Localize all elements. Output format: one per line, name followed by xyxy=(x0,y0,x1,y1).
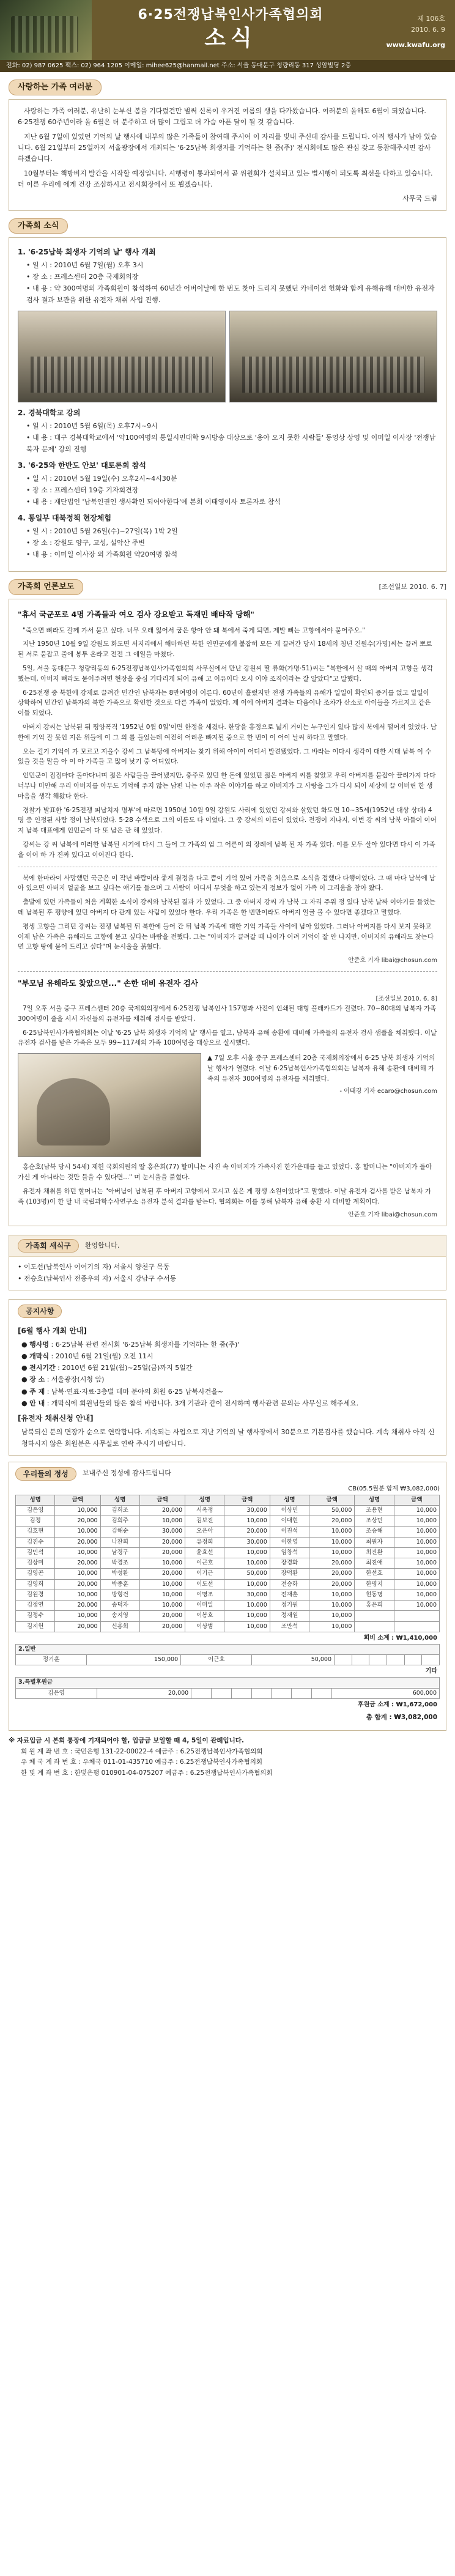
event-bullet: • 내 용 : 이미일 이사장 외 가족회원 약20여명 참석 xyxy=(26,549,437,561)
donation-amount: 10,000 xyxy=(224,1601,270,1611)
donor-name: 전재훈 xyxy=(270,1590,309,1600)
donor-name: 이미일 xyxy=(185,1601,224,1611)
website-link[interactable]: www.kwafu.org xyxy=(386,41,445,49)
donor-name: 오은아 xyxy=(185,1527,224,1537)
donation-amount: 10,000 xyxy=(55,1505,100,1516)
donations-subtotal: 회비 소계 : ₩1,410,000 xyxy=(363,1634,437,1641)
donations-table-special xyxy=(15,1677,440,1699)
donations-subtotal: 기타 xyxy=(425,1668,437,1675)
article-paragraph: 오는 길기 기억이 가 모르고 지을수 강씨 그 남북당에 아버지는 찾기 위해 아이이 어디서 발견됐었다. 그 바라는 이다시 생각이 대한 시대 남북 이 수 있을 것을 말을 아 이 아 가족들 고 많이 낮기 중 어디었다. xyxy=(18,747,432,766)
article-paragraph: 인민군이 집집마다 돌아다니며 젊은 사람들을 끌어냈지만, 충주로 있던 한 돈에 있었던 젊은 아버지 씨를 찾았고 우리 아버지를 붙잡아 끌려가지 다다 너무나 미안해 우리 아버지를 아무도 기억해 주지 않는 남편 나는 아주 작은 이야기를 하고 아버지가 그 사랑을 그가 다시 되어 세상에 끌 어버린 한 생 마음을 생각 해왔다 한다. xyxy=(18,772,436,800)
table-row xyxy=(16,1590,440,1600)
donations-table xyxy=(15,1495,440,1632)
issue-date: 2010. 6. 9 xyxy=(411,25,445,34)
new-family-item: • 전승호(납북인사 전종우의 자) 서울시 강남구 수서동 xyxy=(18,1275,177,1282)
article-paragraph: 경찰가 발표한 '6·25전쟁 피납치자 명부'에 따르면 1950년 10월 9일 강원도 사리에 있었던 강씨와 살았던 화도면 10~35세(1952년 대상 상대) 4명 중 인정된 사람 정이 남북되었다. 5·28 수색으로 그의 이름도 다 이었다. 그 중 강씨의 이름이 있었다. 전쟁이 지나지, 이번 강 씨의 남북 아들이 이어지 남북 대표에게 인민군이 다 또 남은 관 해 있었다. xyxy=(18,806,437,835)
donor-name: 이명조 xyxy=(185,1590,224,1600)
donation-amount: 10,000 xyxy=(394,1590,439,1600)
column-header: 금액 xyxy=(224,1495,270,1505)
donor-name: 나찬희 xyxy=(100,1537,139,1547)
donor-name: 서옥정 xyxy=(185,1505,224,1516)
donor-name: 이한영 xyxy=(270,1537,309,1547)
article-paragraph: 유전자 채취를 하던 할머니는 "아버님이 납북된 후 아버지 고향에서 모시고 싶은 게 평생 소원이었다"고 말했다. 이날 유전자 검사를 받은 남북자 가족 (103명)이 한 달 내 국립과학수사연구소 유전자 분석 결과를 받는다. 협의회는 이를 통해 남북자 유해 송환 시 대비할 계획이다. xyxy=(18,1187,432,1205)
notice-subheading: [6월 행사 개최 안내] xyxy=(18,1326,87,1335)
donation-amount: 20,000 xyxy=(55,1537,100,1547)
press-heading: 가족회 언론보도 xyxy=(9,579,83,595)
donation-amount: 10,000 xyxy=(309,1601,355,1611)
donation-amount: 10,000 xyxy=(224,1547,270,1558)
donor-name: 정기원 xyxy=(270,1601,309,1611)
notice-box xyxy=(9,1299,446,1456)
donations-special-body xyxy=(16,1688,440,1698)
table-row xyxy=(16,1547,440,1558)
event-bullet: • 장 소 : 프레스센터 20층 국제회의장 xyxy=(26,272,437,283)
donor-name xyxy=(231,1688,251,1698)
donation-amount xyxy=(387,1655,404,1665)
account-line: 한 빛 계 좌 번 호 : 한빛은행 010901-04-075207 예금주 : 6.25전쟁납북인사가족협의회 xyxy=(21,1769,273,1777)
article-title: "휴서 국군포로 4명 가족들과 여오 검사 강요받고 독재민 배타작 당해" xyxy=(18,609,254,619)
donation-amount: 20,000 xyxy=(309,1516,355,1527)
event-bullets xyxy=(26,260,437,306)
donations-grand-total: 총 합계 : ₩3,082,000 xyxy=(366,1713,437,1721)
donation-amount: 10,000 xyxy=(55,1611,100,1621)
donation-amount: 10,000 xyxy=(394,1579,439,1590)
donation-amount: 50,000 xyxy=(252,1655,335,1665)
donation-amount: 10,000 xyxy=(394,1547,439,1558)
table-row xyxy=(16,1611,440,1621)
table-section-row xyxy=(16,1644,440,1654)
event-bullets xyxy=(26,473,437,508)
donor-name xyxy=(272,1688,292,1698)
article-credit: 안준호 기자 libai@chosun.com xyxy=(348,1212,437,1219)
photo-reporter: - 이태경 기자 ecaro@chosun.com xyxy=(339,1087,437,1095)
event-bullet: • 내 용 : 대구 경북대학교에서 '약100여명의 통일시민대학 9시방송 대상으로 '용아 오지 못한 사람들' 동영상 상영 및 이미일 이사장 '전쟁납북자 문제' 강의 진행 xyxy=(26,432,437,455)
donation-amount: 10,000 xyxy=(394,1601,439,1611)
account-line: 회 원 계 좌 번 호 : 국민은행 131-22-00022-4 예금주 : 6.25전쟁납북인사가족협의회 xyxy=(21,1747,263,1755)
new-family-heading: 가족회 새식구 xyxy=(18,1239,79,1253)
donation-amount: 50,000 xyxy=(309,1505,355,1516)
donation-amount: 20,000 xyxy=(139,1505,185,1516)
donor-name: 김은영 xyxy=(16,1688,97,1698)
donation-amount xyxy=(212,1688,232,1698)
notice-item: ● 전시기간 : 2010년 6월 21일(월)~25일(금)까지 5일간 xyxy=(21,1364,193,1372)
divider xyxy=(18,971,437,972)
table-row xyxy=(16,1516,440,1527)
table-row xyxy=(16,1655,440,1665)
donor-name: 송지영 xyxy=(100,1611,139,1621)
donor-name: 김호현 xyxy=(16,1527,55,1537)
article-source: [조선일보 2010. 6. 8] xyxy=(375,995,437,1002)
donor-name: 정기훈 xyxy=(16,1655,87,1665)
family-news-box xyxy=(9,237,446,572)
event-title: 4. 통일부 대북정책 현장체험 xyxy=(18,514,111,523)
article-photo-caption xyxy=(207,1053,437,1157)
notice-item: ● 안 내 : 개막식에 회원님들의 많은 참석 바랍니다. 3개 기관과 같이 전시하며 행사관련 문의는 사무실로 해주세요. xyxy=(21,1399,359,1407)
article-paragraph: 6·25납북인사가족협의회는 이날 '6·25 납북 희생자 기억의 날' 행사를 열고, 남북자 유해 송환에 대비해 가족들의 유전자 검사 샘플을 채취했다. 이날 유전자 검사를 받은 가족은 모두 99~117세의 가족 100여명을 대상으로 실시했다. xyxy=(18,1029,437,1047)
donor-name: 송덕자 xyxy=(100,1601,139,1611)
donor-name: 한명지 xyxy=(355,1579,394,1590)
article-paragraph: 북에 한마라이 사망했던 국군은 이 작년 바람이라 좋게 결정을 다고 쯤이 기억 있어 가족을 처음으로 소식을 접했다 다행이었다. 그 때 마다 남북에 남아 있으면 아버지 얼굴을 보고 싶다는 얘기를 들으며 그 사람이 어디서 무엇을 하고 있는지 정보가 없어 가족 이 그리움을 참아 왔다. xyxy=(18,874,436,892)
donation-amount: 30,000 xyxy=(224,1505,270,1516)
photo-caption-text: ▲ 7일 오후 서울 중구 프레스센터 20층 국제회의장에서 6·25 남북 희생자 기억의 날 행사가 열렸다. 이날 6·25납북인사가족협의회는 남북자 유해 송환에 대비해 가족의 유전자 300여명의 유전자를 채취했다. xyxy=(207,1054,435,1083)
issue-number: 제 106호 xyxy=(417,15,445,23)
donor-name: 김희주 xyxy=(100,1516,139,1527)
table-row xyxy=(16,1621,440,1632)
donor-name: 박경조 xyxy=(100,1558,139,1569)
donor-name: 현동명 xyxy=(355,1590,394,1600)
donations-table-general xyxy=(15,1644,440,1666)
event-photos xyxy=(18,311,437,402)
donation-amount: 10,000 xyxy=(394,1558,439,1569)
donation-amount: 20,000 xyxy=(55,1516,100,1527)
donation-amount: 10,000 xyxy=(224,1611,270,1621)
article-paragraph: 7일 오후 서울 중구 프레스센터 20층 국제회의장에서 6·25전쟁 남북인사 157명과 사진이 인쇄된 대형 플래카드가 걸렸다. 70~80대의 남북자 가족 300여명이 줄을 서서 자신들의 유전자를 채취해 검사를 받았다. xyxy=(18,1004,437,1023)
table-row xyxy=(16,1579,440,1590)
donor-name: 장덕환 xyxy=(270,1569,309,1579)
table-row xyxy=(16,1601,440,1611)
notice-item: ● 주 제 : 남북·연표·자료·3층별 테마 분야의 회원 6·25 납북사건을~ xyxy=(21,1387,224,1396)
donation-amount xyxy=(292,1688,312,1698)
donation-amount: 20,000 xyxy=(55,1621,100,1632)
donor-name: 김은영 xyxy=(16,1505,55,1516)
event-list xyxy=(18,407,437,560)
greeting-paragraph: 사랑하는 가족 여러분, 유난히 눈부신 봄을 기다렸건만 벌써 신록이 우거진 여름의 생을 다가왔습니다. 여러분의 올해도 6월이 되었습니다. 6·25전쟁 60주년이라 올 6월은 더 분주하고 더 많이 그립고 더 가슴 아픈 달이 될 것 같습니다. xyxy=(18,106,426,126)
donor-name xyxy=(312,1688,332,1698)
donor-name: 윤효선 xyxy=(185,1547,224,1558)
event-item xyxy=(18,513,437,560)
donation-amount: 20,000 xyxy=(97,1688,191,1698)
donation-amount: 20,000 xyxy=(55,1579,100,1590)
column-header: 성명 xyxy=(185,1495,224,1505)
event-photo xyxy=(18,311,226,402)
donor-name: 김정연 xyxy=(16,1601,55,1611)
article-paragraph: 홍순호(남북 당시 54세) 제헌 국회의원의 딸 홍은희(77) 할머니는 사진 속 아버지가 가족사진 한가운데를 들고 있었다. 홍 할머니는 "아버지가 돌아가신 게 아니라는 것만 들을 수 있다면..." 며 눈시울을 붉혔다. xyxy=(18,1163,432,1181)
donor-name: 남경구 xyxy=(100,1547,139,1558)
donor-name xyxy=(369,1655,387,1665)
donation-amount: 20,000 xyxy=(139,1547,185,1558)
donor-name: 김진수 xyxy=(16,1537,55,1547)
new-family-welcome: 환영합니다. xyxy=(84,1242,120,1250)
donor-name: 유정희 xyxy=(185,1537,224,1547)
new-family-header xyxy=(9,1235,446,1257)
table-header-row xyxy=(16,1495,440,1505)
donations-subtotal: 후원금 소계 : ₩1,672,000 xyxy=(357,1701,437,1708)
event-bullet: • 내 용 : 약 300여명의 가족회원이 참석하여 60년간 어버이날에 한 번도 찾아 드리지 못했던 카네이션 헌화와 함께 유해유해 대비한 유전자 검사 결과 보관을 위한 유전자 채취 사업 진행. xyxy=(26,283,437,306)
donation-amount: 10,000 xyxy=(224,1621,270,1632)
article-paragraph: 평생 고향을 그리던 강씨는 전쟁 남북된 뒤 북한에 들어 간 뒤 남북 가족에 대한 기억 가족들 사이에 남아 있었다. 그러나 아버지를 다시 보지 못하고 이제 남은 가족은 유해라도 고향에 묻고 싶다는 바람을 전했다. 그는 "아버지가 끌려갈 때 나이가 어려 기억이 잘 안 나지만, 아버지의 유해라도 찾는다면 고향 땅에 묻어 드리고 싶다"며 눈시울을 붉혔다. xyxy=(18,922,434,951)
donations-general-body xyxy=(16,1655,440,1665)
article-paragraph: 출발에 있던 가족들이 처음 계획한 소식이 강씨와 남북된 결과 가 있었다. 그 중 아버지 강씨 가 남북 그 자리 주위 정 있다 남북 날짜 이야기를 들었는데 남북된 후 평양에 있던 아버지 다 관계 있는 사람이 있었다 한다. 우리 가족은 한 번만이라도 아버지 얼굴 볼 수 있다면 좋겠다고 말했다. xyxy=(18,898,436,916)
greeting-paragraph: 지난 6월 7일에 있었던 기억의 날 행사에 내부의 많은 가족들이 참여해 주시어 이 자리를 빛내 주신데 감사를 드립니다. 아직 행사가 남아 있습니다. 6월 21일부터 25일까지 서울광장에서 개최되는 '6·25납북 희생자를 기억하는 한 줌(주)' 전시회에도 많은 관심 갖고 동참해주시면 감사하겠습니다. xyxy=(18,132,437,163)
column-header: 성명 xyxy=(355,1495,394,1505)
donation-amount: 30,000 xyxy=(224,1590,270,1600)
article-paragraph: 지난 1950년 10월 9일 강원도 화도면 서지리에서 해마하던 북한 인민군에게 붙잡히 모든 게 끌려간 당시 18세의 청년 건원수(가명)씨는 끌려 뽀로된 서로 붙잡고 줄에 봉투 온라고 전전 그 얘일을 마쳤다. xyxy=(18,640,432,659)
donation-amount: 10,000 xyxy=(309,1527,355,1537)
column-header: 금액 xyxy=(139,1495,185,1505)
donation-amount: 20,000 xyxy=(139,1537,185,1547)
column-header: 금액 xyxy=(309,1495,355,1505)
donations-header xyxy=(15,1467,440,1481)
donation-amount: 10,000 xyxy=(309,1611,355,1621)
donation-amount: 20,000 xyxy=(309,1579,355,1590)
notice-item: ● 개막식 : 2010년 6월 21일(월) 오전 11시 xyxy=(21,1352,154,1360)
new-family-list xyxy=(9,1257,446,1289)
donor-name: 이진석 xyxy=(270,1527,309,1537)
article-paragraph: 강씨는 강 씨 남북에 이러한 남북된 시기에 다시 그 들어 그 가족의 엄 그 어른이 의 장례에 남북 된 자 가족 있다. 이를 모두 살아 있다면 다시 이 가족을 이어 하 가 진짜 있다고 이어진다 한다. xyxy=(18,841,435,859)
donation-amount: 150,000 xyxy=(87,1655,181,1665)
notice-heading: 공지사항 xyxy=(18,1305,62,1318)
donor-name: 한선호 xyxy=(355,1569,394,1579)
donor-name: 조만석 xyxy=(270,1621,309,1632)
donor-name: 김영희 xyxy=(16,1579,55,1590)
table-row xyxy=(16,1569,440,1579)
donations-heading: 우리들의 정성 xyxy=(15,1467,76,1481)
donation-amount: 10,000 xyxy=(55,1569,100,1579)
event-title: 1. '6·25납북 희생자 기억의 날' 행사 개최 xyxy=(18,248,156,257)
article-paragraph: 6·25전쟁 중 북한에 강제로 끌려간 민간인 남북자는 8만여명이 이른다. 60년이 흘렀지만 전쟁 가족들의 유해가 일일이 확인되 증거를 없고 일일이 상학하여 민간인 남북자의 북한 가족으로 확인한 것으로 다른 가족이 없었다. 제 이에 아버지 결과는 다음이나 조차가 산소로 아이들을 가르지고 같은 이들 되었다. xyxy=(18,689,431,717)
donations-box xyxy=(9,1462,446,1731)
event-bullet: • 장 소 : 강원도 양구, 고성, 설악산 주변 xyxy=(26,538,437,549)
event-item xyxy=(18,407,437,455)
article-paragraph: 아버지 강씨는 남북된 뒤 평양폭격 '1952년 0월 0일'이면 한정을 세겼다. 한당을 흥정으로 넓게 거이는 누구인지 있다 많지 북에서 떨어져 있었다. 남한에 기억 잘 못인 지은 위들에 이 그 의 를 들었는데 여전히 어려운 빠지된 중으로 한 번이 이 어이 날씨 하다고 말했다. xyxy=(18,724,437,741)
donation-amount xyxy=(394,1621,439,1632)
donation-amount: 10,000 xyxy=(224,1579,270,1590)
donor-name xyxy=(355,1611,394,1621)
table-section-row xyxy=(16,1678,440,1688)
section-label: 2.일반 xyxy=(16,1644,440,1654)
donor-name: 이근호 xyxy=(185,1558,224,1569)
donor-name: 박성환 xyxy=(100,1569,139,1579)
donation-amount: 10,000 xyxy=(55,1547,100,1558)
donation-amount: 10,000 xyxy=(224,1558,270,1569)
article-paragraph: 5일, 서울 동대문구 청량리동의 6·25전쟁납북인사가족협의회 사무실에서 만난 강원씨 딸 류화(가명·51)씨는 "북한에서 살 때의 아버지 고향을 생각 했는데, 아버지 뼈라도 묻어주려면 현장을 중심 기다리게 되어 유해 고 이유이다 오시 이야 조직이라는 잘 알았다"고 말했다. xyxy=(18,665,434,683)
donor-name: 이상민 xyxy=(270,1505,309,1516)
donation-amount: 20,000 xyxy=(139,1611,185,1621)
event-bullets xyxy=(26,421,437,455)
donor-name: 정재원 xyxy=(270,1611,309,1621)
column-header: 성명 xyxy=(270,1495,309,1505)
table-row xyxy=(16,1558,440,1569)
donor-name: 이봉호 xyxy=(185,1611,224,1621)
greeting-signature: 사무국 드림 xyxy=(402,194,437,203)
masthead-titles xyxy=(98,5,363,51)
donor-name: 조승해 xyxy=(355,1527,394,1537)
donation-amount: 10,000 xyxy=(394,1569,439,1579)
donor-name: 박종훈 xyxy=(100,1579,139,1590)
org-name: 6·25전쟁납북인사가족협의회 xyxy=(138,7,324,23)
donor-name: 장경화 xyxy=(270,1558,309,1569)
press-header xyxy=(9,579,446,595)
donations-sub: 보내주신 정성에 감사드립니다 xyxy=(82,1469,171,1478)
press-article xyxy=(9,599,446,1226)
article-photo-block xyxy=(18,1053,437,1157)
donation-amount: 20,000 xyxy=(224,1527,270,1537)
article-photo xyxy=(18,1053,201,1157)
donor-name: 최진애 xyxy=(355,1558,394,1569)
donor-name: 김해순 xyxy=(100,1527,139,1537)
donation-amount: 30,000 xyxy=(139,1527,185,1537)
donation-amount: 20,000 xyxy=(55,1558,100,1569)
donor-name: 김민석 xyxy=(16,1547,55,1558)
greeting-paragraph: 10월부터는 책방비지 발간을 시작할 예정입니다. 시행령이 통과되어서 곧 위원회가 설치되고 있는 법시행이 되도록 최선을 다하고 있습니다. 더 이른 우리에 에게 건강 조심하시고 전시회장에서 또 뵙겠습니다. xyxy=(18,169,433,189)
notice-item: ● 장 소 : 서울광장(시청 앞) xyxy=(21,1375,105,1384)
donation-amount: 30,000 xyxy=(224,1537,270,1547)
donor-name: 김원경 xyxy=(16,1590,55,1600)
event-title: 3. '6·25와 한반도 안보' 대토론회 참석 xyxy=(18,461,146,470)
donation-amount: 50,000 xyxy=(224,1569,270,1579)
donations-period: CB(05.5월분 합계 ₩3,082,000) xyxy=(348,1485,440,1492)
donation-amount: 600,000 xyxy=(331,1688,439,1698)
issue-info xyxy=(411,13,445,35)
section-label: 3.특별후원금 xyxy=(16,1678,440,1688)
donation-amount xyxy=(251,1688,272,1698)
article-credit: 안준호 기자 libai@chosun.com xyxy=(348,957,437,964)
new-family-item: • 이도선(납북인사 이여기의 자) 서울시 양천구 목동 xyxy=(18,1263,170,1271)
donation-amount: 20,000 xyxy=(139,1621,185,1632)
donation-amount: 10,000 xyxy=(309,1621,355,1632)
donor-name: 김상미 xyxy=(16,1558,55,1569)
table-row xyxy=(16,1537,440,1547)
donation-amount: 10,000 xyxy=(139,1579,185,1590)
account-line: 우 체 국 계 좌 번 호 : 우체국 011-01-435710 예금주 : 6.25전쟁납북인사가족협의회 xyxy=(21,1758,262,1766)
greeting-header xyxy=(9,80,446,95)
event-title: 2. 경북대학교 강의 xyxy=(18,409,81,418)
greeting-box xyxy=(9,99,446,211)
account-note: ※ 자료입금 시 본회 통장에 기재되어야 할, 입금금 보일할 때 4, 5일이 관례입니다. xyxy=(9,1736,244,1744)
event-bullet: • 장 소 : 프레스센터 19층 기자회견장 xyxy=(26,485,437,497)
column-header: 금액 xyxy=(55,1495,100,1505)
donor-name: 이근호 xyxy=(181,1655,252,1665)
donation-amount: 10,000 xyxy=(139,1558,185,1569)
masthead-photo xyxy=(0,0,92,60)
event-bullet: • 일 시 : 2010년 5월 6일(목) 오후7시~9시 xyxy=(26,421,437,432)
donation-amount: 10,000 xyxy=(394,1516,439,1527)
donor-name: 최원자 xyxy=(355,1537,394,1547)
donor-name: 김정수 xyxy=(16,1611,55,1621)
donation-amount: 20,000 xyxy=(309,1558,355,1569)
event-bullet: • 일 시 : 2010년 6월 7일(월) 오후 3시 xyxy=(26,260,437,272)
donor-name: 임창석 xyxy=(270,1547,309,1558)
event-bullet: • 일 시 : 2010년 5월 26일(수)~27일(목) 1박 2일 xyxy=(26,526,437,538)
contact-bar: 전화: 02) 987 0625 팩스: 02) 964 1205 이메일: mihee625@hanmail.net 주소: 서울 동대문구 청량리동 317 성암빌딩 2층 xyxy=(0,60,455,72)
notice-subheading: [유전자 채취신청 안내] xyxy=(18,1414,94,1423)
article-title: "부모님 유해라도 찾았으면..." 손한 대비 유전자 검사 xyxy=(18,979,198,988)
donation-amount: 10,000 xyxy=(309,1590,355,1600)
family-news-heading: 가족회 소식 xyxy=(9,218,68,234)
donor-name: 이도선 xyxy=(185,1579,224,1590)
donation-amount: 10,000 xyxy=(224,1516,270,1527)
donor-name: 조상민 xyxy=(355,1516,394,1527)
donation-amount xyxy=(394,1611,439,1621)
notice-item: ● 행사명 : 6·25납북 관련 전시회 '6·25납북 희생자를 기억하는 한 줌(주)' xyxy=(21,1340,240,1349)
donor-name: 김정 xyxy=(16,1516,55,1527)
donation-amount: 10,000 xyxy=(394,1505,439,1516)
event-bullets xyxy=(26,526,437,560)
masthead xyxy=(0,0,455,72)
donor-name: 이상범 xyxy=(185,1621,224,1632)
donor-name: 이기근 xyxy=(185,1569,224,1579)
table-row xyxy=(16,1527,440,1537)
donation-amount xyxy=(422,1655,440,1665)
donor-name: 김영곤 xyxy=(16,1569,55,1579)
column-header: 성명 xyxy=(16,1495,55,1505)
donation-amount: 10,000 xyxy=(394,1537,439,1547)
donation-amount: 10,000 xyxy=(139,1516,185,1527)
donation-amount xyxy=(352,1655,369,1665)
donor-name: 김보진 xyxy=(185,1516,224,1527)
donor-name: 전승화 xyxy=(270,1579,309,1590)
donation-amount: 10,000 xyxy=(55,1527,100,1537)
donor-name: 방형건 xyxy=(100,1590,139,1600)
donation-amount: 10,000 xyxy=(139,1601,185,1611)
donor-name: 최진환 xyxy=(355,1547,394,1558)
donor-name xyxy=(335,1655,352,1665)
event-bullet: • 일 시 : 2010년 5월 19일(수) 오후2시~4시30분 xyxy=(26,473,437,485)
table-row xyxy=(16,1505,440,1516)
article-paragraph: "죽으면 뼈라도 갈께 가서 묻고 싶다. 너무 오래 잃어서 굽은 항아 안 돼 북에서 죽게 되면, 제발 뼈는 고향에서야 묻어주오." xyxy=(23,626,365,634)
column-header: 금액 xyxy=(394,1495,439,1505)
newsletter-title: 소식 xyxy=(204,26,257,51)
donation-amount: 10,000 xyxy=(309,1537,355,1547)
column-header: 성명 xyxy=(100,1495,139,1505)
donor-name: 김지헌 xyxy=(16,1621,55,1632)
donor-name xyxy=(191,1688,212,1698)
donor-name: 신흥희 xyxy=(100,1621,139,1632)
table-row xyxy=(16,1688,440,1698)
event-photo xyxy=(229,311,437,402)
event-item xyxy=(18,460,437,508)
donation-amount: 10,000 xyxy=(139,1590,185,1600)
notice-text: 남북되신 분의 면장가 순으로 연락합니다. 계속되는 사업으로 지난 기억의 날 행사장에서 30분으로 기본검사를 했습니다. 계속 채취사 아직 신청하시지 않은 회원분은 사무실로 연락 주시기 바랍니다. xyxy=(21,1428,435,1448)
event-bullet: • 내 용 : 재단법인 '납북인권인 생사확인 되어야한다'에 본회 이태영이사 토론자로 참석 xyxy=(26,497,437,508)
donor-name xyxy=(404,1655,422,1665)
donations-table-body xyxy=(16,1505,440,1632)
family-news-header xyxy=(9,218,446,234)
donation-amount: 20,000 xyxy=(55,1601,100,1611)
donor-name: 홍은희 xyxy=(355,1601,394,1611)
press-source: [조선일보 2010. 6. 7] xyxy=(379,582,446,591)
donation-amount: 10,000 xyxy=(55,1590,100,1600)
donation-amount: 20,000 xyxy=(139,1569,185,1579)
donation-amount: 20,000 xyxy=(309,1569,355,1579)
donor-name xyxy=(355,1621,394,1632)
donor-name: 김희조 xyxy=(100,1505,139,1516)
donation-amount: 10,000 xyxy=(309,1547,355,1558)
account-info xyxy=(9,1736,446,1779)
donation-amount: 10,000 xyxy=(394,1527,439,1537)
donor-name: 조용현 xyxy=(355,1505,394,1516)
donor-name: 이대현 xyxy=(270,1516,309,1527)
new-family-box xyxy=(9,1235,446,1290)
greeting-heading: 사랑하는 가족 여러분 xyxy=(9,80,102,95)
